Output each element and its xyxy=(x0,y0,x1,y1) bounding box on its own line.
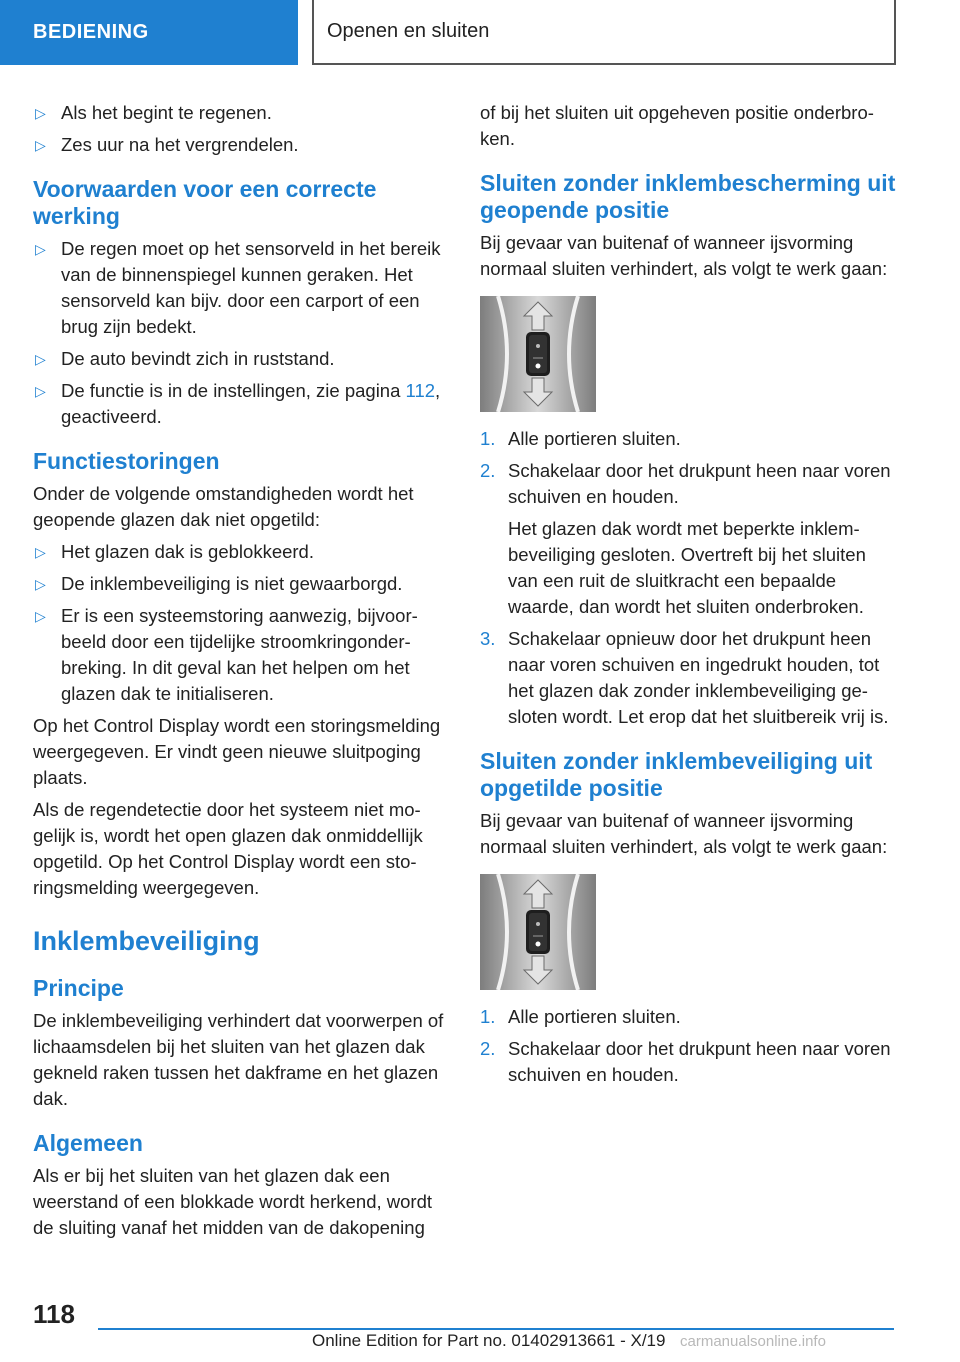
heading-principe: Principe xyxy=(33,975,124,1001)
list-item: ▷ Er is een systeemstoring aanwezig, bijvoorbeeld door een tijdelijke stroomkringonderbreking. In dit geval kan het helpen om het glazen dak te initialiseren. xyxy=(35,605,418,704)
section-tab: BEDIENING xyxy=(0,0,298,65)
triangle-bullet-icon: ▷ xyxy=(35,608,46,624)
page-reference-link[interactable]: 112 xyxy=(405,380,436,401)
heading-sluiten-opgetild: Sluiten zonder inklembeveiliging uit opgetilde positie xyxy=(480,748,873,801)
heading-algemeen: Algemeen xyxy=(33,1130,143,1156)
paragraph: of bij het sluiten uit opgeheven positie onderbroken. xyxy=(480,102,874,149)
paragraph: Bij gevaar van buitenaf of wanneer ijsvorming normaal sluiten verhindert, als volgt te werk gaan: xyxy=(480,810,888,857)
paragraph: Op het Control Display wordt een storingsmelding weergegeven. Er vindt geen nieuwe sluitpoging plaats. xyxy=(33,715,441,788)
list-item: ▷ Zes uur na het vergrendelen. xyxy=(33,132,451,158)
list-item: ▷ De auto bevindt zich in ruststand. xyxy=(33,346,451,372)
roof-switch-illustration xyxy=(480,874,596,990)
list-item: ▷ Het glazen dak is geblokkeerd. xyxy=(33,539,451,565)
roof-switch-illustration xyxy=(480,296,596,412)
triangle-bullet-icon: ▷ xyxy=(35,351,46,367)
list-item: ▷ De inklembeveiliging is niet gewaarborgd. xyxy=(33,571,451,597)
list-item: ▷ De functie is in de instellingen, zie pagina 112, geactiveerd. xyxy=(35,380,441,427)
heading-sluiten-geopend: Sluiten zonder inklembescherming uit geopende positie xyxy=(480,170,896,223)
list-item: ▷ De regen moet op het sensorveld in het bereik van de binnenspiegel kunnen geraken. Het sensorveld kan bijv. door een carport of een brug zijn bedekt. xyxy=(35,238,441,337)
paragraph: Als de regendetectie door het systeem niet mogelijk is, wordt het open glazen dak onmiddellijk opgetild. Op het Control Display wordt een storingsmelding weergegeven. xyxy=(33,799,423,898)
triangle-bullet-icon: ▷ xyxy=(35,241,46,257)
paragraph: De inklembeveiliging verhindert dat voorwerpen of lichaamsdelen bij het sluiten van het glazen dak gekneld raken tussen het dakframe en het glazen dak. xyxy=(33,1010,444,1109)
triangle-bullet-icon: ▷ xyxy=(35,576,46,592)
paragraph: Als er bij het sluiten van het glazen dak een weerstand of een blokkade wordt herkend, wordt de sluiting vanaf het midden van de dakopening xyxy=(33,1165,433,1238)
triangle-bullet-icon: ▷ xyxy=(35,105,46,121)
left-column xyxy=(33,100,451,1247)
heading-voorwaarden: Voorwaarden voor een correcte werking xyxy=(33,176,377,229)
list-item: ▷ Als het begint te regenen. xyxy=(33,100,451,126)
heading-functiestoringen: Functiestoringen xyxy=(33,448,220,474)
list-item: 3. Schakelaar opnieuw door het drukpunt heen naar voren schuiven en ingedrukt houden, tot het glazen dak zonder inklembeveiliging gesloten wordt. Let erop dat het sluitbereik vrij is. xyxy=(480,628,889,727)
triangle-bullet-icon: ▷ xyxy=(35,137,46,153)
page-header-title: Openen en sluiten xyxy=(312,0,896,65)
page-number: 118 xyxy=(33,1299,75,1329)
heading-inklembeveiliging: Inklembeveiliging xyxy=(33,926,260,956)
list-item: 2. Schakelaar door het drukpunt heen naar voren schuiven en houden. xyxy=(480,460,891,507)
list-item: 1. Alle portieren sluiten. xyxy=(480,428,681,449)
paragraph: Het glazen dak wordt met beperkte inklembeveiliging gesloten. Overtreft bij het sluiten van een ruit de sluitkracht een bepaalde waarde, dan wordt het sluiten onderbroken. xyxy=(508,518,866,617)
paragraph: Onder de volgende omstandigheden wordt het geopende glazen dak niet opgetild: xyxy=(33,483,414,530)
watermark: carmanualsonline.info xyxy=(680,1333,826,1350)
footer-divider xyxy=(98,1328,894,1330)
triangle-bullet-icon: ▷ xyxy=(35,544,46,560)
footer-edition: Online Edition for Part no. 01402913661 - X/19 xyxy=(312,1331,666,1350)
list-item: 1. Alle portieren sluiten. xyxy=(480,1006,681,1027)
paragraph: Bij gevaar van buitenaf of wanneer ijsvorming normaal sluiten verhindert, als volgt te werk gaan: xyxy=(480,232,888,279)
right-column xyxy=(480,100,898,1094)
list-item: 2. Schakelaar door het drukpunt heen naar voren schuiven en houden. xyxy=(480,1038,891,1085)
triangle-bullet-icon: ▷ xyxy=(35,383,46,399)
